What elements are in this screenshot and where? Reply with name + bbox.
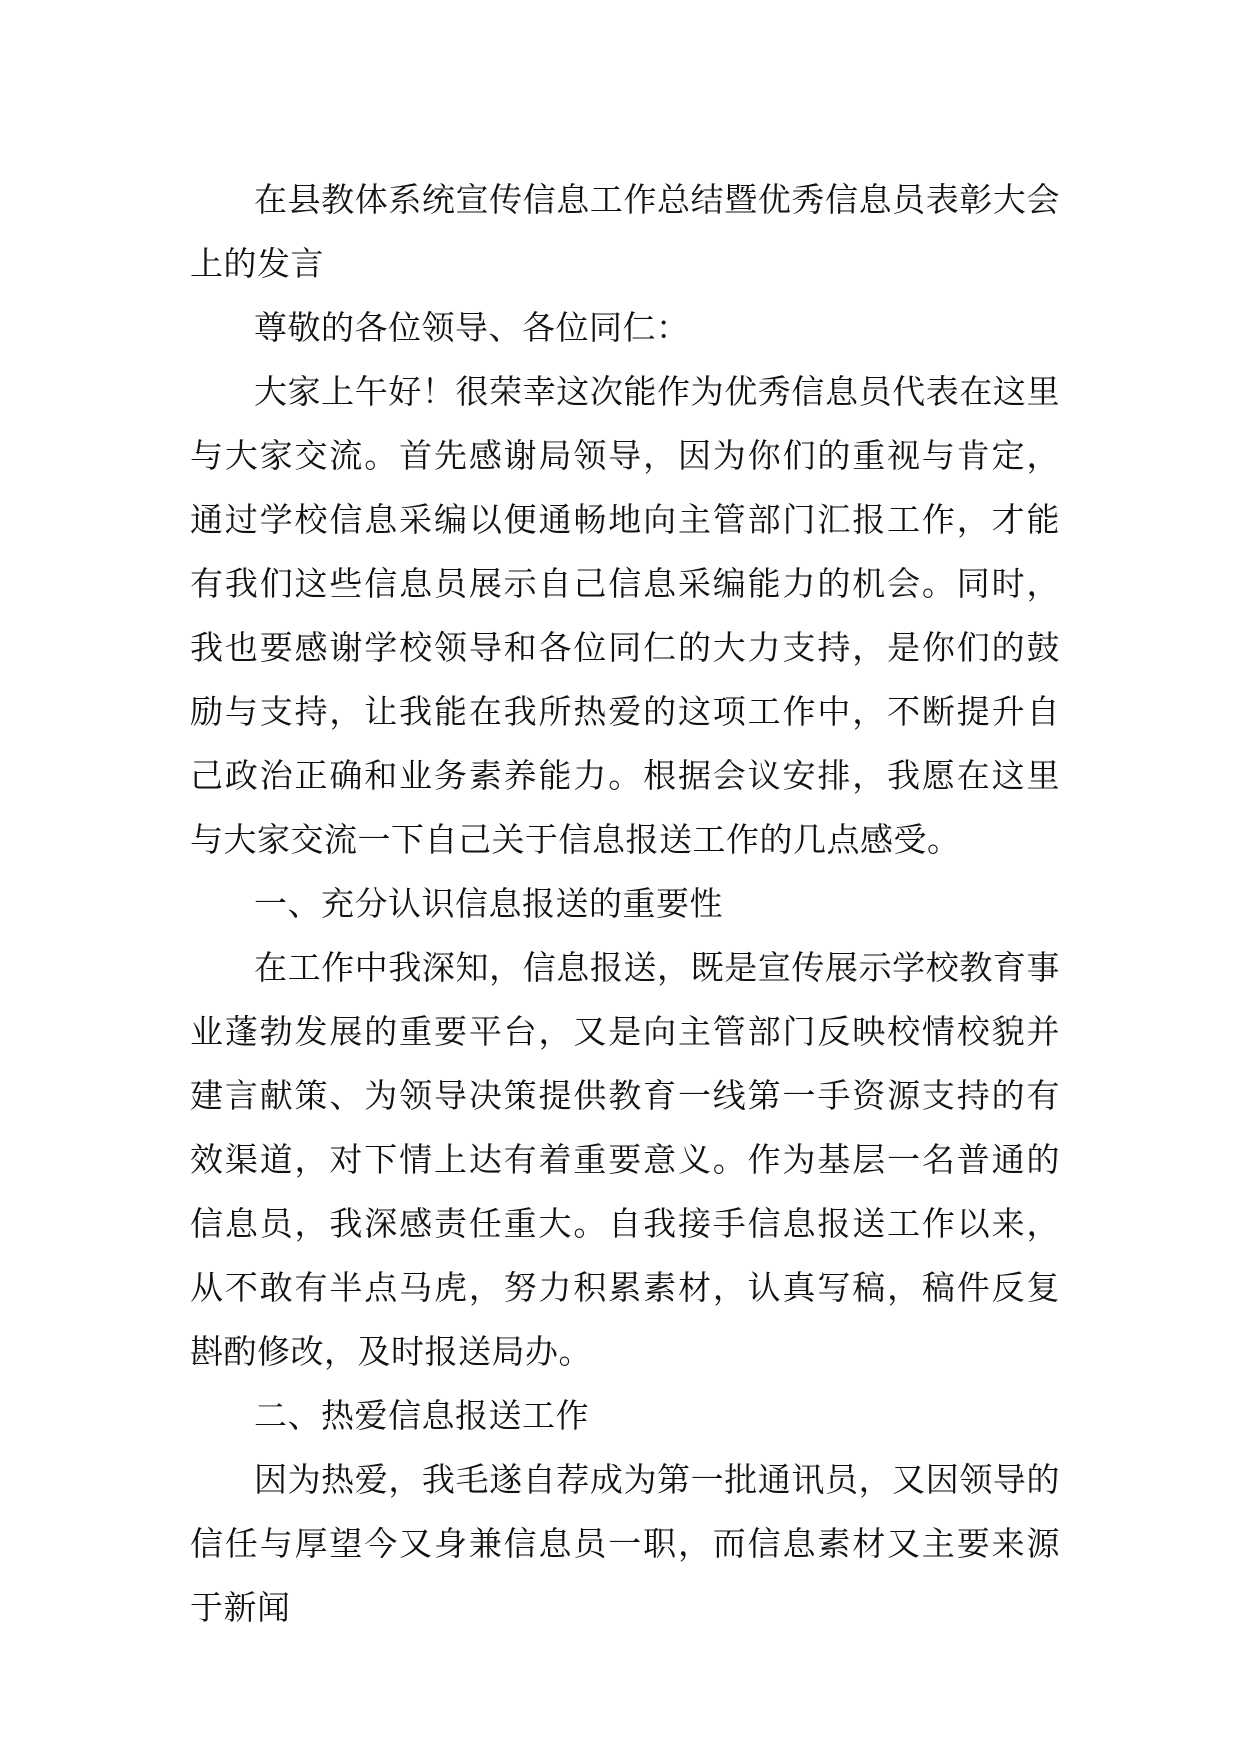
- document-body: [190, 168, 1060, 1640]
- intro-paragraph: 大家上午好！很荣幸这次能作为优秀信息员代表在这里与大家交流。首先感谢局领导，因为你们的重视与肯定，通过学校信息采编以便通畅地向主管部门汇报工作，才能有我们这些信息员展示自己信息采编能力的机会。同时，我也要感谢学校领导和各位同仁的大力支持，是你们的鼓励与支持，让我能在我所热爱的这项工作中，不断提升自己政治正确和业务素养能力。根据会议安排，我愿在这里与大家交流一下自己关于信息报送工作的几点感受。: [190, 372, 1060, 859]
- section-1-paragraph: 在工作中我深知，信息报送，既是宣传展示学校教育事业蓬勃发展的重要平台，又是向主管部门反映校情校貌并建言献策、为领导决策提供教育一线第一手资源支持的有效渠道，对下情上达有着重要意义。作为基层一名普通的信息员，我深感责任重大。自我接手信息报送工作以来，从不敢有半点马虎，努力积累素材，认真写稿，稿件反复斟酌修改，及时报送局办。: [190, 948, 1060, 1371]
- salutation: 尊敬的各位领导、各位同仁：: [254, 308, 690, 347]
- section-1-heading: 一、充分认识信息报送的重要性: [254, 884, 723, 923]
- section-2-heading: 二、热爱信息报送工作: [254, 1396, 589, 1435]
- document-title: 在县教体系统宣传信息工作总结暨优秀信息员表彰大会上的发言: [190, 180, 1060, 283]
- section-2-paragraph: 因为热爱，我毛遂自荐成为第一批通讯员，又因领导的信任与厚望今又身兼信息员一职，而信息素材又主要来源于新闻: [190, 1460, 1060, 1627]
